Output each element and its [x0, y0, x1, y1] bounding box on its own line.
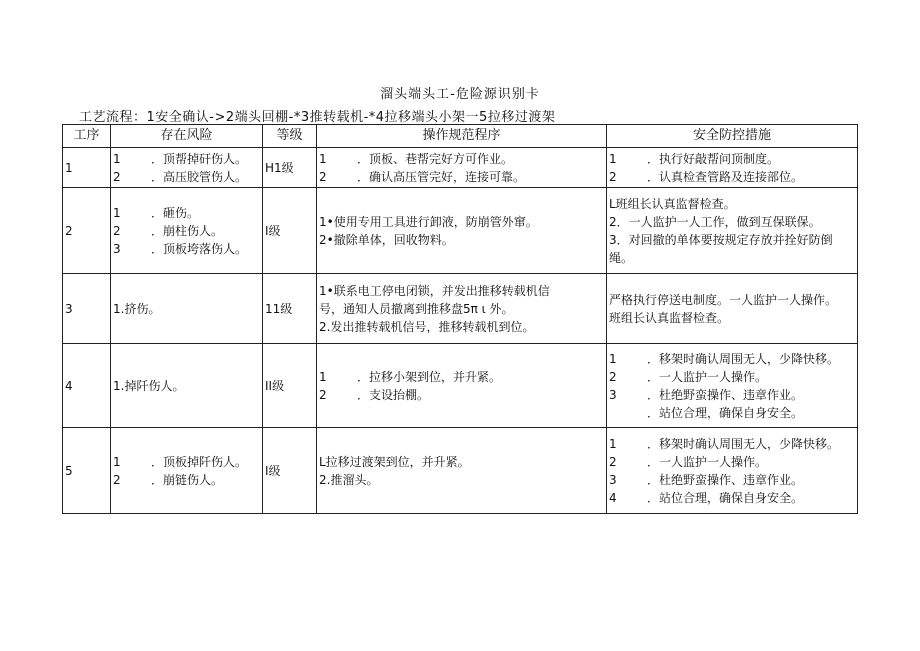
procedure-cell: [317, 148, 607, 188]
measure-text: 2．一人监护一人工作，做到互保联保。: [609, 214, 821, 229]
table-row: [63, 344, 858, 428]
measure-index: 2: [609, 169, 617, 184]
measure-line: [609, 195, 855, 213]
risk-text: 1.掉阡伤人。: [113, 378, 185, 393]
procedure-text: 号，通知人员撤离到推移盘5π ι 外。: [319, 301, 514, 316]
header-level: 等级: [263, 125, 317, 148]
measure-index: 3: [609, 472, 617, 487]
risk-line: [113, 377, 260, 395]
measure-line: [609, 453, 855, 471]
level-text: II级: [265, 378, 285, 393]
procedure-cell: [317, 274, 607, 344]
procedure-text: 2.推溜头。: [319, 472, 379, 487]
level-cell: [263, 428, 317, 514]
risk-line: [113, 300, 260, 318]
header-risk: 存在风险: [111, 125, 263, 148]
procedure-line: [319, 453, 604, 471]
risk-cell: [111, 344, 263, 428]
measure-line: [609, 168, 855, 186]
measure-line: [609, 471, 855, 489]
risk-index: 1: [113, 454, 121, 469]
procedure-line: [319, 150, 604, 168]
procedure-index: 2: [319, 169, 327, 184]
measure-cell: [607, 188, 858, 274]
table-row: [63, 428, 858, 514]
header-measures: 安全防控措施: [607, 125, 858, 148]
table-row: [63, 188, 858, 274]
measure-line: [609, 368, 855, 386]
procedure-text: L拉移过渡架到位，并升紧。: [319, 454, 470, 469]
level-text: H1级: [265, 160, 294, 175]
step-cell: [63, 188, 111, 274]
measure-text: ．杜绝野蛮操作、违章作业。: [647, 472, 804, 487]
hazard-table: [62, 124, 858, 514]
measure-text: L班组长认真监督检查。: [609, 196, 736, 211]
measure-text: ．执行好敲帮问顶制度。: [647, 151, 780, 166]
measure-text: ．一人监护一人操作。: [647, 454, 768, 469]
step-number: 1: [65, 160, 73, 175]
procedure-index: 2: [319, 387, 327, 402]
process-flow: 工艺流程：1安全确认->2端头回棚-*3推转载机-*4拉移端头小架一5拉移过渡架: [79, 110, 556, 125]
risk-cell: [111, 428, 263, 514]
measure-text: ．站位合理，确保自身安全。: [647, 405, 804, 420]
risk-index: 2: [113, 472, 121, 487]
procedure-cell: [317, 428, 607, 514]
header-step: 工序: [63, 125, 111, 148]
step-cell: [63, 148, 111, 188]
measure-text: ．移架时确认周围无人，少降快移。: [647, 351, 840, 366]
measure-cell: [607, 274, 858, 344]
risk-text: ．高压胶管伤人。: [151, 169, 248, 184]
risk-index: 2: [113, 169, 121, 184]
measure-text: 严格执行停送电制度。一人监护一人操作。: [609, 292, 838, 307]
procedure-line: [319, 318, 604, 336]
table-row: [63, 274, 858, 344]
level-cell: [263, 274, 317, 344]
risk-text: ．砸伤。: [151, 205, 200, 220]
procedure-cell: [317, 188, 607, 274]
procedure-line: [319, 282, 604, 300]
measure-index: 3: [609, 387, 617, 402]
risk-text: ．顶板垮落伤人。: [151, 241, 248, 256]
risk-line: [113, 453, 260, 471]
procedure-index: 1: [319, 151, 327, 166]
risk-line: [113, 204, 260, 222]
risk-text: ．崩柱伤人。: [151, 223, 224, 238]
measure-cell: [607, 148, 858, 188]
measure-text: ．认真检查管路及连接部位。: [647, 169, 804, 184]
risk-cell: [111, 188, 263, 274]
risk-line: [113, 240, 260, 258]
measure-text: ．杜绝野蛮操作、违章作业。: [647, 387, 804, 402]
procedure-text: ．顶板、巷帮完好方可作业。: [357, 151, 514, 166]
measure-index: 1: [609, 151, 617, 166]
measure-line: [609, 404, 855, 422]
risk-line: [113, 168, 260, 186]
header-row: [63, 125, 858, 148]
risk-index: 2: [113, 223, 121, 238]
risk-text: 1.挤伤。: [113, 301, 161, 316]
risk-cell: [111, 274, 263, 344]
level-text: I级: [265, 463, 281, 478]
measure-text: ．一人监护一人操作。: [647, 369, 768, 384]
measure-index: 2: [609, 369, 617, 384]
procedure-line: [319, 368, 604, 386]
measure-line: [609, 435, 855, 453]
step-cell: [63, 274, 111, 344]
level-cell: [263, 188, 317, 274]
procedure-cell: [317, 344, 607, 428]
measure-index: 2: [609, 454, 617, 469]
level-cell: [263, 148, 317, 188]
procedure-text: 1•使用专用工具进行卸液，防崩管外窜。: [319, 214, 538, 229]
procedure-text: ．确认高压管完好，连接可靠。: [357, 169, 526, 184]
table-row: [63, 148, 858, 188]
measure-index: 1: [609, 436, 617, 451]
header-procedure: 操作规范程序: [317, 125, 607, 148]
measure-index: 1: [609, 351, 617, 366]
measure-text: 班组长认真监督检查。: [609, 310, 730, 325]
risk-index: 1: [113, 205, 121, 220]
level-text: 11级: [265, 301, 293, 316]
risk-cell: [111, 148, 263, 188]
procedure-line: [319, 213, 604, 231]
measure-text: 绳。: [609, 250, 634, 265]
measure-line: [609, 150, 855, 168]
procedure-line: [319, 386, 604, 404]
procedure-line: [319, 471, 604, 489]
procedure-line: [319, 231, 604, 249]
risk-index: 3: [113, 241, 121, 256]
level-text: I级: [265, 223, 281, 238]
measure-line: [609, 350, 855, 368]
procedure-line: [319, 168, 604, 186]
risk-text: ．崩链伤人。: [151, 472, 224, 487]
measure-text: ．站位合理，确保自身安全。: [647, 490, 804, 505]
risk-line: [113, 471, 260, 489]
measure-line: [609, 489, 855, 507]
risk-index: 1: [113, 151, 121, 166]
step-number: 3: [65, 301, 73, 316]
procedure-text: ．支设抬棚。: [357, 387, 430, 402]
measure-text: ．移架时确认周围无人，少降快移。: [647, 436, 840, 451]
procedure-text: ．拉移小架到位，并升紧。: [357, 369, 502, 384]
measure-line: [609, 249, 855, 267]
measure-index: 4: [609, 490, 617, 505]
risk-line: [113, 222, 260, 240]
step-number: 4: [65, 378, 73, 393]
card-title: 溜头端头工-危险源识别卡: [380, 87, 540, 102]
step-number: 2: [65, 223, 73, 238]
measure-line: [609, 291, 855, 309]
procedure-text: 2.发出推转载机信号，推移转载机到位。: [319, 319, 535, 334]
level-cell: [263, 344, 317, 428]
measure-cell: [607, 344, 858, 428]
measure-text: 3．对回撤的单体要按规定存放并拴好防倒: [609, 232, 833, 247]
procedure-text: 2•撤除单体，回收物料。: [319, 232, 454, 247]
risk-text: ．顶板掉阡伤人。: [151, 454, 248, 469]
procedure-index: 1: [319, 369, 327, 384]
measure-line: [609, 309, 855, 327]
step-cell: [63, 344, 111, 428]
step-cell: [63, 428, 111, 514]
measure-line: [609, 231, 855, 249]
risk-text: ．顶帮掉矸伤人。: [151, 151, 248, 166]
measure-cell: [607, 428, 858, 514]
risk-line: [113, 150, 260, 168]
measure-line: [609, 386, 855, 404]
procedure-line: [319, 300, 604, 318]
measure-line: [609, 213, 855, 231]
step-number: 5: [65, 463, 73, 478]
procedure-text: 1•联系电工停电闭锁，并发出推移转载机信: [319, 283, 550, 298]
